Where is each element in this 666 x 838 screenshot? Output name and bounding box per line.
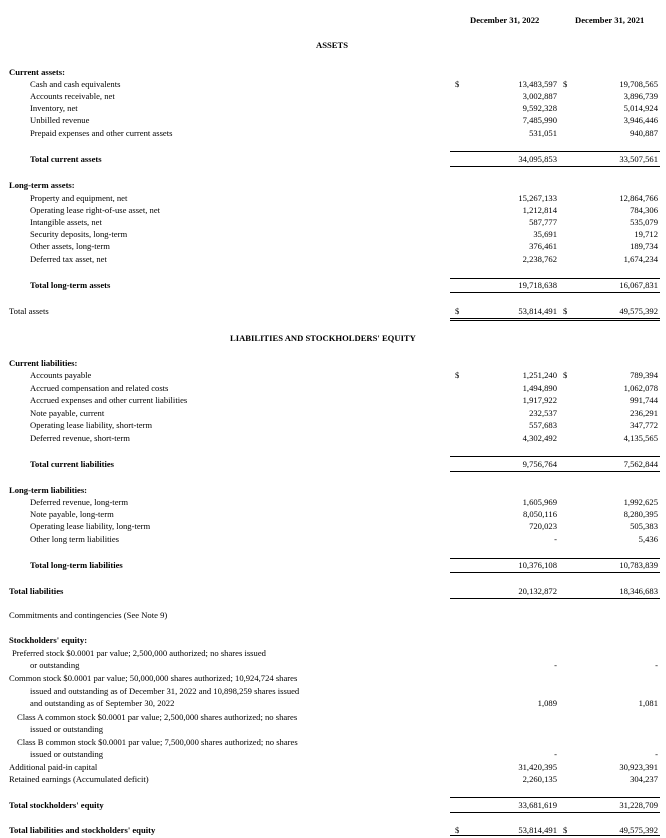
total-rule bbox=[560, 471, 660, 472]
total-current-assets-2022: 34,095,853 bbox=[518, 154, 557, 164]
row-label: Note payable, current bbox=[30, 408, 105, 418]
row-label: Operating lease liability, long-term bbox=[30, 521, 151, 531]
value-2021: 1,674,234 bbox=[623, 254, 658, 264]
row-label: Prepaid expenses and other current assets bbox=[30, 128, 173, 138]
preferred-stock-label-cont: or outstanding bbox=[30, 660, 80, 670]
row-label: Accrued expenses and other current liabilities bbox=[30, 395, 188, 405]
total-assets-2022: 53,814,491 bbox=[518, 306, 557, 316]
row-label: Unbilled revenue bbox=[30, 115, 90, 125]
dollar-sign: $ bbox=[563, 825, 568, 835]
value-2021: 940,887 bbox=[630, 128, 658, 138]
dollar-sign: $ bbox=[563, 306, 568, 316]
class-b-stock-2021: - bbox=[655, 749, 658, 759]
common-stock-label-cont: and outstanding as of September 30, 2022 bbox=[30, 698, 175, 708]
preferred-stock-2021: - bbox=[655, 660, 658, 670]
total-current-liabilities-label: Total current liabilities bbox=[30, 459, 115, 469]
value-2021: 784,306 bbox=[630, 205, 658, 215]
value-2021: 1,992,625 bbox=[623, 497, 658, 507]
long-term-liabilities-heading: Long-term liabilities: bbox=[9, 485, 88, 495]
total-rule bbox=[560, 812, 660, 813]
row-label: Deferred revenue, long-term bbox=[30, 497, 129, 507]
apic-2021: 30,923,391 bbox=[619, 762, 658, 772]
row-label: Accrued compensation and related costs bbox=[30, 383, 169, 393]
commitments-note: Commitments and contingencies (See Note 9) bbox=[9, 610, 168, 620]
value-2021: 347,772 bbox=[630, 420, 658, 430]
current-liabilities-heading: Current liabilities: bbox=[9, 358, 78, 368]
total-rule bbox=[560, 151, 660, 152]
total-long-term-liabilities-label: Total long-term liabilities bbox=[30, 560, 123, 570]
row-label: Property and equipment, net bbox=[30, 193, 128, 203]
value-2022: 531,051 bbox=[529, 128, 557, 138]
value-2022: 9,592,328 bbox=[522, 103, 557, 113]
total-rule bbox=[450, 598, 560, 599]
total-rule bbox=[560, 456, 660, 457]
value-2022: 1,212,814 bbox=[522, 205, 557, 215]
total-rule bbox=[450, 572, 560, 573]
value-2021: 505,383 bbox=[630, 521, 658, 531]
value-2022: 1,605,969 bbox=[522, 497, 557, 507]
row-label: Operating lease right-of-use asset, net bbox=[30, 205, 161, 215]
value-2021: 189,734 bbox=[630, 241, 658, 251]
retained-earnings-label: Retained earnings (Accumulated deficit) bbox=[9, 774, 149, 784]
total-liabilities-2022: 20,132,872 bbox=[518, 586, 557, 596]
dollar-sign: $ bbox=[563, 79, 568, 89]
total-rule bbox=[450, 558, 560, 559]
preferred-stock-label: Preferred stock $0.0001 par value; 2,500,000 authorized; no shares issued bbox=[12, 648, 266, 658]
value-2021: 19,708,565 bbox=[619, 79, 658, 89]
value-2021: 5,014,924 bbox=[623, 103, 658, 113]
value-2022: 557,683 bbox=[529, 420, 557, 430]
class-b-stock-label-cont: issued or outstanding bbox=[30, 749, 104, 759]
value-2021: 4,135,565 bbox=[623, 433, 658, 443]
value-2022: 376,461 bbox=[529, 241, 557, 251]
total-rule bbox=[560, 598, 660, 599]
row-label: Deferred revenue, short-term bbox=[30, 433, 130, 443]
row-label: Other assets, long-term bbox=[30, 241, 110, 251]
double-rule bbox=[450, 320, 560, 321]
value-2022: 1,917,922 bbox=[522, 395, 557, 405]
class-a-stock-label: Class A common stock $0.0001 par value; 2,500,000 shares authorized; no shares bbox=[17, 712, 298, 722]
value-2022: 2,238,762 bbox=[522, 254, 557, 264]
dollar-sign: $ bbox=[455, 370, 460, 380]
total-rule bbox=[560, 278, 660, 279]
total-long-term-liabilities-2021: 10,783,839 bbox=[619, 560, 658, 570]
total-rule bbox=[560, 797, 660, 798]
total-long-term-assets-2021: 16,067,831 bbox=[619, 280, 658, 290]
total-equity-2021: 31,228,709 bbox=[619, 800, 658, 810]
value-2021: 12,864,766 bbox=[619, 193, 658, 203]
total-liabilities-equity-label: Total liabilities and stockholders' equity bbox=[9, 825, 156, 835]
class-b-stock-label: Class B common stock $0.0001 par value; 7,500,000 shares authorized; no shares bbox=[17, 737, 298, 747]
total-rule bbox=[560, 292, 660, 293]
value-2022: 232,537 bbox=[529, 408, 557, 418]
dollar-sign: $ bbox=[455, 825, 460, 835]
current-assets-heading: Current assets: bbox=[9, 67, 65, 77]
common-stock-label: Common stock $0.0001 par value; 50,000,000 shares authorized; 10,924,724 shares bbox=[9, 673, 298, 683]
common-stock-2021: 1,081 bbox=[638, 698, 658, 708]
total-rule bbox=[450, 151, 560, 152]
assets-section-title: ASSETS bbox=[316, 40, 349, 50]
total-equity-2022: 33,681,619 bbox=[518, 800, 557, 810]
value-2022: 4,302,492 bbox=[522, 433, 557, 443]
class-b-stock-2022: - bbox=[554, 749, 557, 759]
row-label: Note payable, long-term bbox=[30, 509, 114, 519]
value-2022: 15,267,133 bbox=[518, 193, 557, 203]
column-header-2022: December 31, 2022 bbox=[470, 15, 540, 25]
retained-earnings-2021: 304,237 bbox=[630, 774, 658, 784]
double-rule bbox=[560, 835, 660, 836]
value-2021: 535,079 bbox=[630, 217, 658, 227]
value-2022: - bbox=[554, 534, 557, 544]
total-long-term-liabilities-2022: 10,376,108 bbox=[518, 560, 557, 570]
long-term-assets-heading: Long-term assets: bbox=[9, 180, 75, 190]
value-2022: 720,023 bbox=[529, 521, 557, 531]
total-liabilities-equity-2022: 53,814,491 bbox=[518, 825, 557, 835]
total-current-assets-label: Total current assets bbox=[30, 154, 102, 164]
value-2021: 3,946,446 bbox=[623, 115, 658, 125]
row-label: Intangible assets, net bbox=[30, 217, 102, 227]
liabilities-section-title: LIABILITIES AND STOCKHOLDERS' EQUITY bbox=[230, 333, 416, 343]
value-2021: 8,280,395 bbox=[623, 509, 658, 519]
value-2021: 1,062,078 bbox=[623, 383, 658, 393]
double-rule bbox=[560, 320, 660, 321]
preferred-stock-2022: - bbox=[554, 660, 557, 670]
value-2022: 1,494,890 bbox=[522, 383, 557, 393]
total-current-assets-2021: 33,507,561 bbox=[619, 154, 658, 164]
column-header-2021: December 31, 2021 bbox=[575, 15, 645, 25]
dollar-sign: $ bbox=[455, 306, 460, 316]
value-2022: 8,050,116 bbox=[522, 509, 557, 519]
total-rule bbox=[560, 166, 660, 167]
value-2021: 3,896,739 bbox=[623, 91, 658, 101]
row-label: Security deposits, long-term bbox=[30, 229, 128, 239]
total-rule bbox=[450, 292, 560, 293]
total-current-liabilities-2022: 9,756,764 bbox=[522, 459, 557, 469]
value-2022: 13,483,597 bbox=[518, 79, 557, 89]
value-2022: 35,691 bbox=[533, 229, 557, 239]
double-rule bbox=[450, 835, 560, 836]
total-rule bbox=[450, 471, 560, 472]
row-label: Inventory, net bbox=[30, 103, 78, 113]
total-long-term-assets-2022: 19,718,638 bbox=[518, 280, 557, 290]
total-rule bbox=[450, 278, 560, 279]
row-label: Other long term liabilities bbox=[30, 534, 120, 544]
double-rule bbox=[560, 318, 660, 319]
retained-earnings-2022: 2,260,135 bbox=[522, 774, 557, 784]
dollar-sign: $ bbox=[455, 79, 460, 89]
row-label: Accounts receivable, net bbox=[30, 91, 115, 101]
double-rule bbox=[450, 318, 560, 319]
total-assets-label: Total assets bbox=[9, 306, 49, 316]
total-rule bbox=[450, 812, 560, 813]
row-label: Operating lease liability, short-term bbox=[30, 420, 153, 430]
row-label: Accounts payable bbox=[30, 370, 92, 380]
value-2021: 789,394 bbox=[630, 370, 658, 380]
total-rule bbox=[560, 558, 660, 559]
total-liabilities-label: Total liabilities bbox=[9, 586, 64, 596]
class-a-stock-label-cont: issued or outstanding bbox=[30, 724, 104, 734]
value-2022: 7,485,990 bbox=[522, 115, 557, 125]
total-rule bbox=[450, 456, 560, 457]
common-stock-label-cont: issued and outstanding as of December 31, 2022 and 10,898,259 shares issued bbox=[30, 686, 300, 696]
total-liabilities-equity-2021: 49,575,392 bbox=[619, 825, 658, 835]
apic-label: Additional paid-in capital bbox=[9, 762, 98, 772]
value-2021: 5,436 bbox=[638, 534, 658, 544]
total-assets-2021: 49,575,392 bbox=[619, 306, 658, 316]
total-long-term-assets-label: Total long-term assets bbox=[30, 280, 111, 290]
row-label: Cash and cash equivalents bbox=[30, 79, 121, 89]
value-2022: 587,777 bbox=[529, 217, 557, 227]
dollar-sign: $ bbox=[563, 370, 568, 380]
total-equity-label: Total stockholders' equity bbox=[9, 800, 104, 810]
value-2022: 3,002,887 bbox=[522, 91, 557, 101]
apic-2022: 31,420,395 bbox=[518, 762, 557, 772]
value-2021: 991,744 bbox=[630, 395, 658, 405]
total-current-liabilities-2021: 7,562,844 bbox=[623, 459, 658, 469]
value-2021: 236,291 bbox=[630, 408, 658, 418]
total-rule bbox=[450, 797, 560, 798]
total-rule bbox=[450, 166, 560, 167]
total-liabilities-2021: 18,346,683 bbox=[619, 586, 658, 596]
common-stock-2022: 1,089 bbox=[537, 698, 557, 708]
value-2022: 1,251,240 bbox=[522, 370, 557, 380]
value-2021: 19,712 bbox=[634, 229, 658, 239]
total-rule bbox=[560, 572, 660, 573]
row-label: Deferred tax asset, net bbox=[30, 254, 107, 264]
stockholders-equity-heading: Stockholders' equity: bbox=[9, 635, 88, 645]
